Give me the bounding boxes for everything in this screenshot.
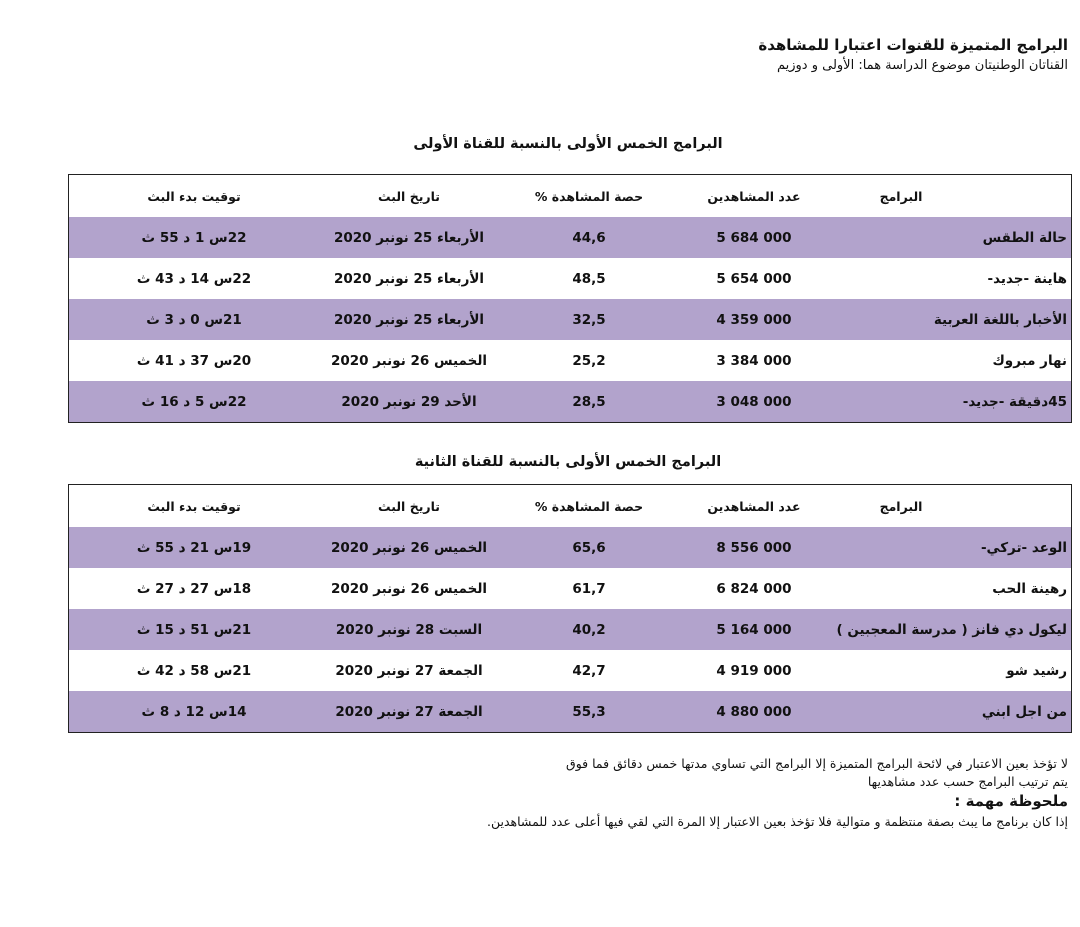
header-time: توقيت بدء البث [147, 498, 241, 514]
broadcast-date: الجمعة 27 نونبر 2020 [335, 703, 483, 720]
table-row [69, 650, 1071, 691]
program-name: ليكول دي فانز ( مدرسة المعجبين ) [836, 621, 1067, 638]
share-value: 28,5 [572, 393, 606, 410]
broadcast-date: الخميس 26 نونبر 2020 [330, 539, 488, 556]
broadcast-date: الأربعاء 25 نونبر 2020 [333, 270, 485, 287]
program-name: رشيد شو [1006, 662, 1067, 679]
table2-title: البرامج الخمس الأولى بالنسبة للقناة الثانية [414, 454, 722, 470]
share-value: 65,6 [572, 539, 606, 556]
table-row [69, 340, 1071, 381]
viewers-count: 4 880 000 [716, 703, 792, 720]
start-time: 18س 27 د 27 ث [136, 580, 252, 597]
share-value: 44,6 [572, 229, 606, 246]
document-subtitle: القناتان الوطنيتان موضوع الدراسة هما: الأولى و دوزيم [776, 58, 1068, 73]
start-time: 21س 0 د 3 ث [146, 311, 242, 328]
table2 [68, 484, 1072, 733]
header-date: تاريخ البث [378, 498, 440, 514]
table-row [69, 568, 1071, 609]
table-row [69, 609, 1071, 650]
table-row [69, 527, 1071, 568]
header-date: تاريخ البث [378, 188, 440, 204]
notes-section [487, 756, 1068, 832]
viewers-count: 4 919 000 [716, 662, 792, 679]
viewers-count: 5 654 000 [716, 270, 792, 287]
table-row [69, 381, 1071, 422]
table1 [68, 174, 1072, 423]
broadcast-date: الأحد 29 نونبر 2020 [341, 393, 477, 410]
program-name: الوعد -تركي- [980, 539, 1067, 556]
table-row [69, 258, 1071, 299]
start-time: 21س 58 د 42 ث [136, 662, 252, 679]
header-share: حصة المشاهدة % [534, 498, 644, 514]
broadcast-date: الخميس 26 نونبر 2020 [330, 580, 488, 597]
share-value: 55,3 [572, 703, 606, 720]
table2-header-row [69, 485, 1071, 527]
viewers-count: 5 164 000 [716, 621, 792, 638]
note-line: إذا كان برنامج ما يبث بصفة منتظمة و متوالية فلا تؤخذ بعين الاعتبار إلا المرة التي لقي فيها أعلى عدد للمشاهدين. [487, 814, 1068, 829]
header-viewers: عدد المشاهدين [707, 188, 801, 204]
document-title: البرامج المتميزة للقنوات اعتبارا للمشاهدة [758, 36, 1068, 54]
viewers-count: 3 048 000 [716, 393, 792, 410]
header-time: توقيت بدء البث [147, 188, 241, 204]
share-value: 42,7 [572, 662, 606, 679]
start-time: 22س 5 د 16 ث [141, 393, 247, 410]
header-programs: البرامج [879, 188, 923, 204]
program-name: حالة الطقس [982, 229, 1067, 246]
note-line: يتم ترتيب البرامج حسب عدد مشاهديها [867, 774, 1068, 789]
share-value: 61,7 [572, 580, 606, 597]
viewers-count: 5 684 000 [716, 229, 792, 246]
table1-title: البرامج الخمس الأولى بالنسبة للقناة الأولى [413, 136, 723, 152]
broadcast-date: السبت 28 نونبر 2020 [335, 621, 483, 638]
viewers-count: 4 359 000 [716, 311, 792, 328]
start-time: 19س 21 د 55 ث [136, 539, 252, 556]
table-row [69, 299, 1071, 340]
header-programs: البرامج [879, 498, 923, 514]
share-value: 32,5 [572, 311, 606, 328]
start-time: 22س 1 د 55 ث [141, 229, 247, 246]
broadcast-date: الأربعاء 25 نونبر 2020 [333, 229, 485, 246]
table-row [69, 217, 1071, 258]
start-time: 21س 51 د 15 ث [136, 621, 252, 638]
share-value: 25,2 [572, 352, 606, 369]
program-name: نهار مبروك [992, 352, 1067, 369]
header-viewers: عدد المشاهدين [707, 498, 801, 514]
program-name: هاينة -جديد- [987, 270, 1067, 287]
start-time: 20س 37 د 41 ث [136, 352, 252, 369]
broadcast-date: الخميس 26 نونبر 2020 [330, 352, 488, 369]
table1-header-row [69, 175, 1071, 217]
viewers-count: 3 384 000 [716, 352, 792, 369]
program-name: 45دقيقة -جديد- [962, 393, 1067, 410]
viewers-count: 6 824 000 [716, 580, 792, 597]
program-name: رهينة الحب [992, 580, 1067, 597]
start-time: 14س 12 د 8 ث [141, 703, 247, 720]
header-share: حصة المشاهدة % [534, 188, 644, 204]
important-note-label: ملحوظة مهمة : [954, 792, 1068, 810]
start-time: 22س 14 د 43 ث [136, 270, 252, 287]
program-name: الأخبار باللغة العربية [933, 311, 1067, 328]
broadcast-date: الأربعاء 25 نونبر 2020 [333, 311, 485, 328]
note-line: لا تؤخذ بعين الاعتبار في لائحة البرامج المتميزة إلا البرامج التي تساوي مدتها خمس دقائق فما فوق [566, 756, 1068, 771]
broadcast-date: الجمعة 27 نونبر 2020 [335, 662, 483, 679]
share-value: 48,5 [572, 270, 606, 287]
share-value: 40,2 [572, 621, 606, 638]
viewers-count: 8 556 000 [716, 539, 792, 556]
program-name: من اجل ابني [981, 703, 1067, 720]
table-row [69, 691, 1071, 732]
